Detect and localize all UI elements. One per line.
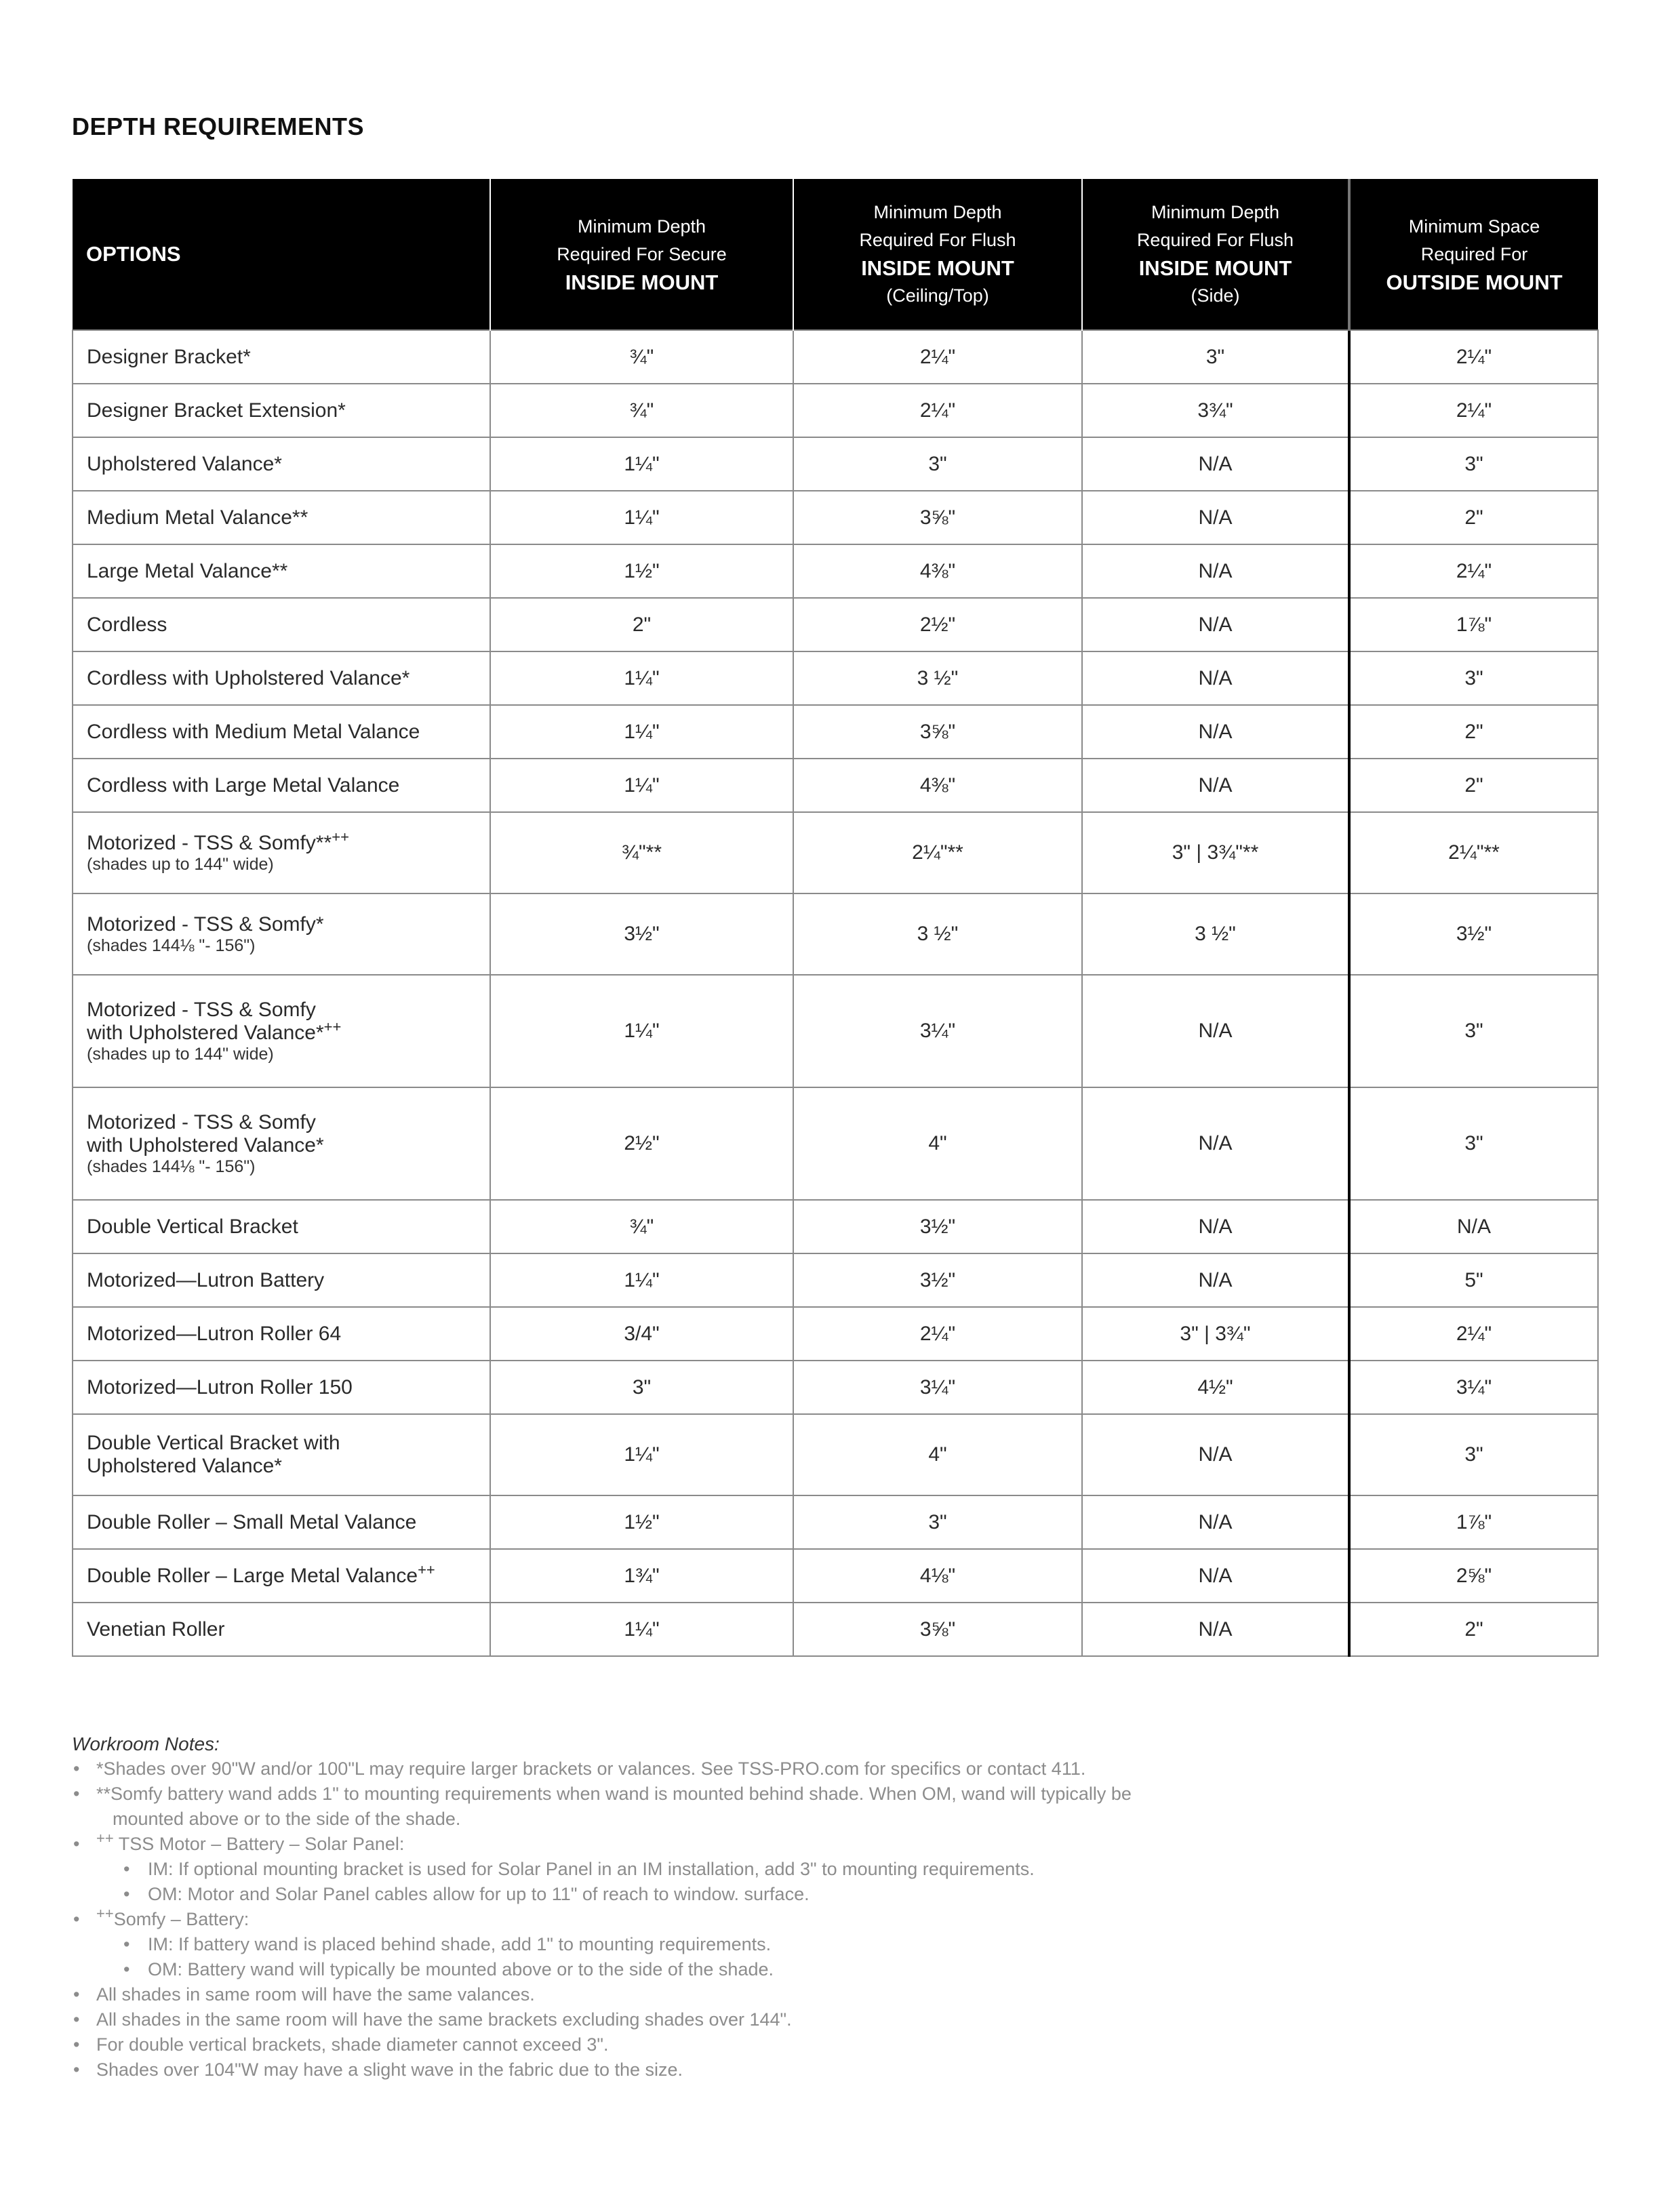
outside-mount-value: 1⅞" [1349, 598, 1598, 651]
outside-mount-value: 3" [1349, 1087, 1598, 1200]
flush-side-value: N/A [1082, 1495, 1349, 1549]
flush-side-value: N/A [1082, 544, 1349, 598]
note-item-continued: mounted above or to the side of the shade. [113, 1809, 461, 1829]
outside-mount-value: 2¼"** [1349, 812, 1598, 893]
option-name: Double Roller – Small Metal Valance [73, 1495, 490, 1549]
option-name: Motorized—Lutron Battery [73, 1253, 490, 1307]
flush-side-value: N/A [1082, 651, 1349, 705]
header-outside-mount: Minimum Space Required For OUTSIDE MOUNT [1349, 179, 1598, 330]
flush-side-value: 4½" [1082, 1361, 1349, 1414]
flush-ceiling-value: 2¼" [793, 1307, 1082, 1361]
table-row [73, 651, 1598, 705]
option-name: Cordless with Medium Metal Valance [73, 705, 490, 759]
note-subitem: • IM: If optional mounting bracket is used for Solar Panel in an IM installation, add 3" to mounting requirements. [72, 1857, 1292, 1882]
flush-ceiling-value: 4" [793, 1087, 1082, 1200]
flush-ceiling-value: 3⅝" [793, 705, 1082, 759]
outside-mount-value: 3" [1349, 975, 1598, 1087]
secure-inside-value: 1¼" [490, 705, 793, 759]
table-row [73, 1414, 1598, 1495]
flush-ceiling-value: 3" [793, 1495, 1082, 1549]
flush-side-value: N/A [1082, 1603, 1349, 1656]
secure-inside-value: 3" [490, 1361, 793, 1414]
flush-side-value: N/A [1082, 1200, 1349, 1253]
page-title: DEPTH REQUIREMENTS [72, 113, 365, 140]
table-row [73, 1549, 1598, 1603]
flush-ceiling-value: 3 ½" [793, 651, 1082, 705]
flush-side-value: 3 ½" [1082, 893, 1349, 975]
secure-inside-value: 2" [490, 598, 793, 651]
flush-side-value: 3" | 3¾" [1082, 1307, 1349, 1361]
flush-ceiling-value: 3½" [793, 1200, 1082, 1253]
table-row [73, 812, 1598, 893]
option-name: Upholstered Valance* [73, 437, 490, 491]
notes-list [72, 1756, 1292, 2083]
note-subitem: • OM: Battery wand will typically be mounted above or to the side of the shade. [72, 1957, 1292, 1982]
option-name: Double Vertical Bracket with Upholstered Valance* [73, 1414, 490, 1495]
flush-ceiling-value: 3 ½" [793, 893, 1082, 975]
flush-side-value: N/A [1082, 1087, 1349, 1200]
table-row [73, 491, 1598, 544]
flush-side-value: N/A [1082, 1253, 1349, 1307]
outside-mount-value: 2¼" [1349, 1307, 1598, 1361]
option-name: Motorized - TSS & Somfy with Upholstered Valance*++ (shades up to 144" wide) [73, 975, 490, 1087]
option-name: Cordless with Large Metal Valance [73, 759, 490, 812]
outside-mount-value: 2" [1349, 491, 1598, 544]
secure-inside-value: ¾" [490, 1200, 793, 1253]
flush-side-value: N/A [1082, 491, 1349, 544]
note-item: • All shades in the same room will have the same brackets excluding shades over 144". [72, 2007, 1292, 2032]
note-subitem: • OM: Motor and Solar Panel cables allow for up to 11" of reach to window. surface. [72, 1882, 1292, 1907]
outside-mount-value: 1⅞" [1349, 1495, 1598, 1549]
outside-mount-value: 3¼" [1349, 1361, 1598, 1414]
secure-inside-value: 1¼" [490, 437, 793, 491]
table-row [73, 437, 1598, 491]
flush-side-value: 3¾" [1082, 384, 1349, 437]
flush-side-value: 3" [1082, 330, 1349, 384]
outside-mount-value: 2¼" [1349, 330, 1598, 384]
option-name: Large Metal Valance** [73, 544, 490, 598]
flush-ceiling-value: 4⅜" [793, 759, 1082, 812]
outside-mount-value: 2" [1349, 705, 1598, 759]
option-name: Motorized—Lutron Roller 64 [73, 1307, 490, 1361]
flush-ceiling-value: 2¼" [793, 330, 1082, 384]
flush-ceiling-value: 2¼" [793, 384, 1082, 437]
outside-mount-value: 2¼" [1349, 544, 1598, 598]
option-name: Designer Bracket* [73, 330, 490, 384]
header-flush-inside-mount-ceiling: Minimum Depth Required For Flush INSIDE MOUNT (Ceiling/Top) [793, 179, 1082, 330]
flush-side-value: N/A [1082, 759, 1349, 812]
secure-inside-value: 1¼" [490, 1253, 793, 1307]
option-name: Motorized - TSS & Somfy**++ (shades up to 144" wide) [73, 812, 490, 893]
outside-mount-value: 5" [1349, 1253, 1598, 1307]
secure-inside-value: ¾" [490, 384, 793, 437]
secure-inside-value: 3/4" [490, 1307, 793, 1361]
table-row [73, 1495, 1598, 1549]
outside-mount-value: 3" [1349, 1414, 1598, 1495]
outside-mount-value: 2⅝" [1349, 1549, 1598, 1603]
outside-mount-value: 3½" [1349, 893, 1598, 975]
note-item: • **Somfy battery wand adds 1" to mounting requirements when wand is mounted behind shade. When OM, wand will typically be [72, 1782, 1292, 1807]
workroom-notes [72, 1731, 1292, 2083]
table-row [73, 759, 1598, 812]
flush-ceiling-value: 3⅝" [793, 491, 1082, 544]
note-item: • ++Somfy – Battery: [72, 1907, 1292, 1932]
table-row [73, 1307, 1598, 1361]
secure-inside-value: 2½" [490, 1087, 793, 1200]
note-subitem: • IM: If battery wand is placed behind shade, add 1" to mounting requirements. [72, 1932, 1292, 1957]
note-item: • Shades over 104"W may have a slight wave in the fabric due to the size. [72, 2057, 1292, 2083]
option-name: Double Roller – Large Metal Valance++ [73, 1549, 490, 1603]
flush-ceiling-value: 4⅛" [793, 1549, 1082, 1603]
option-name: Cordless with Upholstered Valance* [73, 651, 490, 705]
header-flush-inside-mount-side: Minimum Depth Required For Flush INSIDE MOUNT (Side) [1082, 179, 1349, 330]
note-item: • For double vertical brackets, shade diameter cannot exceed 3". [72, 2032, 1292, 2057]
table-row [73, 598, 1598, 651]
flush-ceiling-value: 3⅝" [793, 1603, 1082, 1656]
flush-side-value: N/A [1082, 705, 1349, 759]
table-row [73, 975, 1598, 1087]
table-row [73, 1603, 1598, 1656]
option-note: (shades up to 144" wide) [87, 1044, 274, 1064]
note-item: • All shades in same room will have the same valances. [72, 1982, 1292, 2007]
flush-side-value: N/A [1082, 1414, 1349, 1495]
flush-side-value: N/A [1082, 437, 1349, 491]
outside-mount-value: 2" [1349, 759, 1598, 812]
secure-inside-value: 1¼" [490, 1603, 793, 1656]
outside-mount-value: 2¼" [1349, 384, 1598, 437]
secure-inside-value: 1¼" [490, 1414, 793, 1495]
option-name: Motorized - TSS & Somfy with Upholstered Valance* (shades 144⅛ "- 156") [73, 1087, 490, 1200]
flush-ceiling-value: 4" [793, 1414, 1082, 1495]
flush-ceiling-value: 4⅜" [793, 544, 1082, 598]
option-name: Medium Metal Valance** [73, 491, 490, 544]
outside-mount-value: 2" [1349, 1603, 1598, 1656]
notes-heading: Workroom Notes: [72, 1733, 220, 1754]
option-name: Cordless [73, 598, 490, 651]
table-row [73, 330, 1598, 384]
secure-inside-value: 1¼" [490, 651, 793, 705]
option-note: (shades 144⅛ "- 156") [87, 936, 256, 955]
table-row [73, 1361, 1598, 1414]
outside-mount-value: 3" [1349, 651, 1598, 705]
option-name: Designer Bracket Extension* [73, 384, 490, 437]
header-secure-inside-mount: Minimum Depth Required For Secure INSIDE MOUNT [490, 179, 793, 330]
flush-ceiling-value: 3¼" [793, 1361, 1082, 1414]
secure-inside-value: 1¾" [490, 1549, 793, 1603]
secure-inside-value: 1¼" [490, 759, 793, 812]
note-item: • *Shades over 90"W and/or 100"L may require larger brackets or valances. See TSS-PRO.com for specifics or contact 411. [72, 1756, 1292, 1782]
note-item: • ++ TSS Motor – Battery – Solar Panel: [72, 1832, 1292, 1857]
table-header-row [73, 179, 1598, 330]
table-row [73, 1253, 1598, 1307]
flush-side-value: N/A [1082, 1549, 1349, 1603]
option-name: Motorized - TSS & Somfy* (shades 144⅛ "- 156") [73, 893, 490, 975]
flush-side-value: N/A [1082, 975, 1349, 1087]
outside-mount-value: N/A [1349, 1200, 1598, 1253]
secure-inside-value: 3½" [490, 893, 793, 975]
table-row [73, 1087, 1598, 1200]
flush-side-value: 3" | 3¾"** [1082, 812, 1349, 893]
option-note: (shades up to 144" wide) [87, 854, 274, 874]
flush-ceiling-value: 2¼"** [793, 812, 1082, 893]
header-options: OPTIONS [73, 179, 490, 330]
table-row [73, 705, 1598, 759]
secure-inside-value: 1¼" [490, 491, 793, 544]
flush-ceiling-value: 2½" [793, 598, 1082, 651]
option-name: Double Vertical Bracket [73, 1200, 490, 1253]
table-row [73, 893, 1598, 975]
flush-side-value: N/A [1082, 598, 1349, 651]
secure-inside-value: 1½" [490, 544, 793, 598]
depth-requirements-table [72, 179, 1599, 1657]
option-name: Motorized—Lutron Roller 150 [73, 1361, 490, 1414]
flush-ceiling-value: 3½" [793, 1253, 1082, 1307]
flush-ceiling-value: 3¼" [793, 975, 1082, 1087]
secure-inside-value: ¾" [490, 330, 793, 384]
secure-inside-value: 1¼" [490, 975, 793, 1087]
option-note: (shades 144⅛ "- 156") [87, 1157, 256, 1176]
outside-mount-value: 3" [1349, 437, 1598, 491]
secure-inside-value: 1½" [490, 1495, 793, 1549]
table-row [73, 384, 1598, 437]
table-row [73, 1200, 1598, 1253]
flush-ceiling-value: 3" [793, 437, 1082, 491]
option-name: Venetian Roller [73, 1603, 490, 1656]
secure-inside-value: ¾"** [490, 812, 793, 893]
table-row [73, 544, 1598, 598]
